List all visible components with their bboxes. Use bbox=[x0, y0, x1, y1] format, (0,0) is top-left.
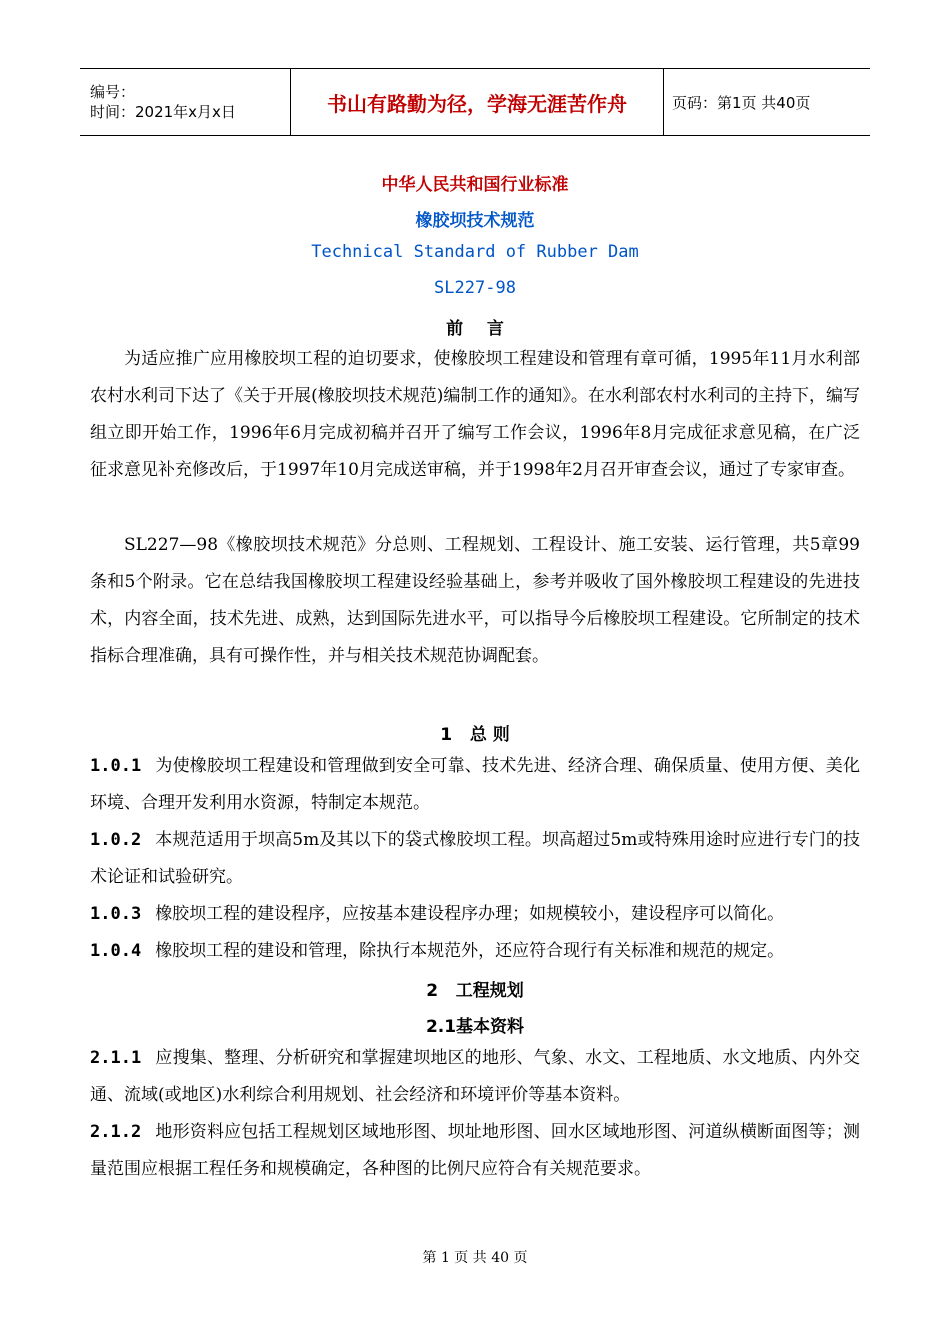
clause-number: 1.0.2 bbox=[90, 830, 142, 850]
clause-number: 1.0.1 bbox=[90, 756, 142, 776]
standard-category: 中华人民共和国行业标准 bbox=[381, 175, 569, 195]
clause-text: 橡胶坝工程的建设和管理，除执行本规范外，还应符合现行有关标准和规范的规定。 bbox=[155, 941, 785, 961]
chapter-2-heading: 2 工程规划 bbox=[426, 981, 524, 1001]
number-label: 编号： bbox=[90, 83, 136, 101]
document-title-english: Technical Standard of Rubber Dam bbox=[311, 242, 639, 262]
header-meta bbox=[80, 69, 291, 136]
clause-number: 2.1.2 bbox=[90, 1122, 142, 1142]
document-title: 橡胶坝技术规范 bbox=[415, 211, 535, 231]
clause-2-1-1 bbox=[90, 1040, 860, 1114]
clause-1-0-2 bbox=[90, 822, 860, 896]
page-footer: 第 1 页 共 40 页 bbox=[422, 1250, 528, 1266]
header-motto: 书山有路勤为径，学海无涯苦作舟 bbox=[291, 69, 664, 136]
foreword-paragraph-1: 为适应推广应用橡胶坝工程的迫切要求，使橡胶坝工程建设和管理有章可循，1995年11月水利部农村水利司下达了《关于开展(橡胶坝技术规范)编制工作的通知》。在水利部农村水利司的主持下，编写组立即开始工作，1996年6月完成初稿并召开了编写工作会议，1996年8月完成征求意见稿，在广泛征求意见补充修改后，于1997年10月完成送审稿，并于1998年2月召开审查会议，通过了专家审查。 bbox=[90, 349, 860, 480]
clause-number: 2.1.1 bbox=[90, 1048, 142, 1068]
clause-number: 1.0.3 bbox=[90, 904, 142, 924]
clause-text: 本规范适用于坝高5m及其以下的袋式橡胶坝工程。坝高超过5m或特殊用途时应进行专门的技术论证和试验研究。 bbox=[90, 830, 860, 887]
clause-1-0-3 bbox=[90, 896, 860, 933]
clause-1-0-1 bbox=[90, 748, 860, 822]
section-2-1-heading: 2.1基本资料 bbox=[425, 1017, 525, 1037]
clause-text: 应搜集、整理、分析研究和掌握建坝地区的地形、气象、水文、工程地质、水文地质、内外交通、流域(或地区)水利综合利用规划、社会经济和环境评价等基本资料。 bbox=[90, 1048, 860, 1105]
clause-text: 地形资料应包括工程规划区域地形图、坝址地形图、回水区域地形图、河道纵横断面图等；测量范围应根据工程任务和规模确定，各种图的比例尺应符合有关规范要求。 bbox=[90, 1122, 860, 1179]
standard-code: SL227-98 bbox=[434, 278, 516, 298]
time-label: 时间：2021年x月x日 bbox=[90, 103, 236, 121]
chapter-1-heading: 1 总 则 bbox=[440, 725, 510, 745]
header-page-label: 页码：第1页 共40页 bbox=[664, 69, 871, 136]
foreword-paragraph-2: SL227—98《橡胶坝技术规范》分总则、工程规划、工程设计、施工安装、运行管理，共5章99条和5个附录。它在总结我国橡胶坝工程建设经验基础上，参考并吸收了国外橡胶坝工程建设的先进技术，内容全面，技术先进、成熟，达到国际先进水平，可以指导今后橡胶坝工程建设。它所制定的技术指标合理准确，具有可操作性，并与相关技术规范协调配套。 bbox=[90, 535, 860, 666]
clause-text: 为使橡胶坝工程建设和管理做到安全可靠、技术先进、经济合理、确保质量、使用方便、美化环境、合理开发利用水资源，特制定本规范。 bbox=[90, 756, 860, 813]
clause-1-0-4 bbox=[90, 933, 860, 970]
clause-text: 橡胶坝工程的建设程序，应按基本建设程序办理；如规模较小，建设程序可以简化。 bbox=[155, 904, 785, 924]
clause-number: 1.0.4 bbox=[90, 941, 142, 961]
clause-2-1-2 bbox=[90, 1114, 860, 1188]
page-header bbox=[80, 68, 870, 136]
foreword-heading: 前 言 bbox=[446, 319, 504, 339]
